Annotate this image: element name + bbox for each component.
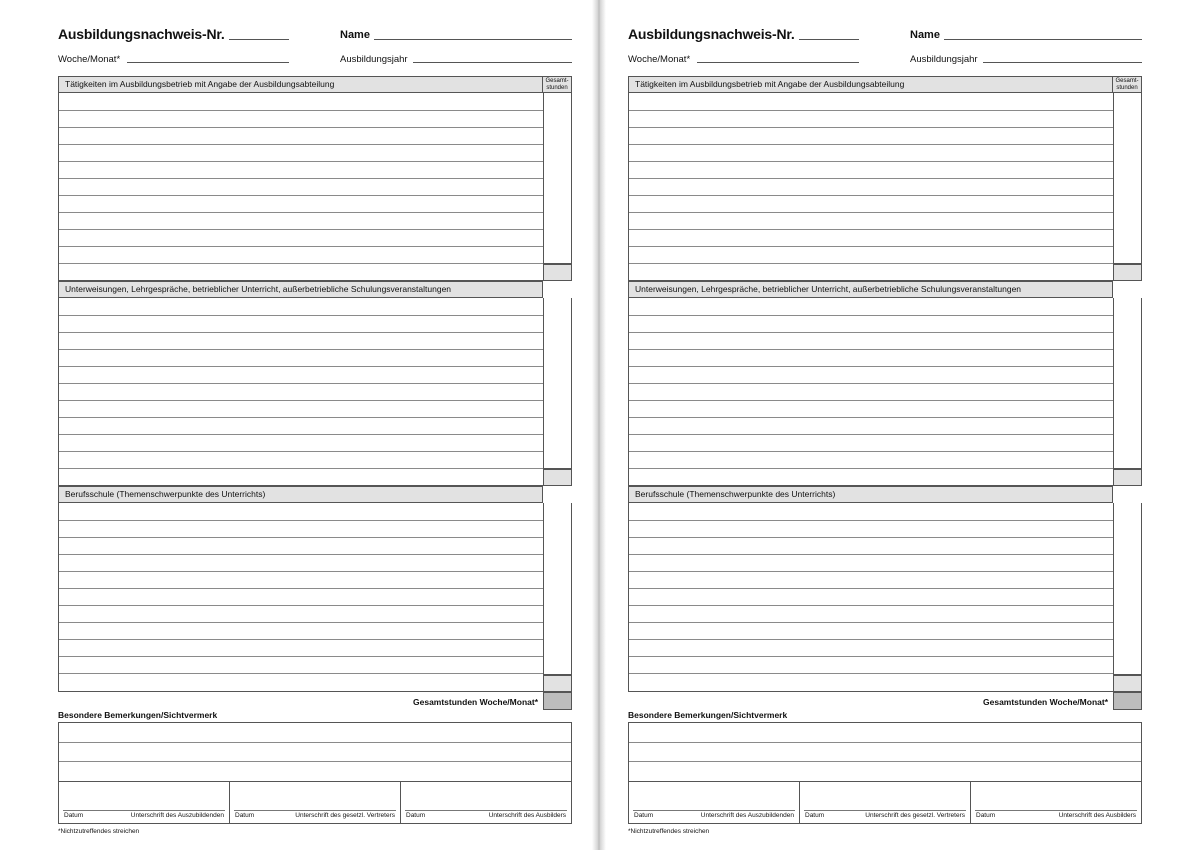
week-month-label: Woche/Monat*: [58, 54, 121, 65]
ruled-line: [59, 417, 543, 418]
ruled-line: [59, 246, 543, 247]
name-label: Name: [910, 29, 940, 41]
ruled-line: [59, 622, 543, 623]
ruled-line: [629, 673, 1113, 674]
name-label: Name: [340, 29, 370, 41]
ruled-line: [59, 263, 543, 264]
ruled-line: [629, 263, 1113, 264]
ruled-line: [629, 212, 1113, 213]
section-hours-sum[interactable]: [1113, 264, 1142, 281]
ruled-line: [59, 451, 543, 452]
ruled-line: [59, 332, 543, 333]
total-hours-column-header: Gesamt-stunden: [1113, 76, 1142, 93]
section-title: Tätigkeiten im Ausbildungsbetrieb mit Angabe der Ausbildungsabteilung: [58, 76, 543, 93]
ruled-line: [629, 229, 1113, 230]
hours-column[interactable]: [543, 503, 572, 675]
ruled-line: [629, 468, 1113, 469]
ruled-line: [629, 246, 1113, 247]
ruled-line: [59, 212, 543, 213]
right-page: [628, 0, 1142, 850]
ruled-line: [629, 400, 1113, 401]
section-hours-sum[interactable]: [1113, 675, 1142, 692]
ruled-line: [59, 673, 543, 674]
week-month-label: Woche/Monat*: [628, 54, 691, 65]
ruled-line: [629, 315, 1113, 316]
signature-legal-guardian[interactable]: [230, 782, 401, 823]
ruled-line: [629, 332, 1113, 333]
training-year-label: Ausbildungsjahr: [910, 54, 978, 65]
entry-lines[interactable]: [58, 503, 543, 692]
form-title: Ausbildungsnachweis-Nr.: [628, 26, 795, 42]
date-label: Datum: [634, 812, 654, 819]
total-hours-field[interactable]: [1113, 692, 1142, 710]
ruled-line: [629, 434, 1113, 435]
report-number-field[interactable]: [799, 39, 859, 40]
section-title: Berufsschule (Themenschwerpunkte des Unterrichts): [628, 486, 1113, 503]
date-label: Datum: [805, 812, 825, 819]
remarks-field[interactable]: [628, 722, 1142, 782]
signature-trainee[interactable]: [59, 782, 230, 823]
ruled-line: [629, 161, 1113, 162]
ruled-line: [629, 656, 1113, 657]
ruled-line: [59, 537, 543, 538]
signature-label: Unterschrift des Auszubildenden: [130, 812, 224, 819]
ruled-line: [59, 127, 543, 128]
training-year-label: Ausbildungsjahr: [340, 54, 408, 65]
signature-instructor[interactable]: [971, 782, 1141, 823]
ruled-line: [59, 554, 543, 555]
remarks-title: Besondere Bemerkungen/Sichtvermerk: [58, 710, 218, 720]
ruled-line: [59, 178, 543, 179]
ruled-line: [59, 639, 543, 640]
book-gutter: [592, 0, 606, 850]
ruled-line: [59, 588, 543, 589]
signature-row: [628, 782, 1142, 824]
ruled-line: [629, 451, 1113, 452]
ruled-line: [59, 110, 543, 111]
hours-column[interactable]: [1113, 93, 1142, 264]
ruled-line: [629, 144, 1113, 145]
section-hours-sum[interactable]: [543, 264, 572, 281]
signature-label: Unterschrift des Ausbilders: [488, 812, 566, 819]
form-title: Ausbildungsnachweis-Nr.: [58, 26, 225, 42]
ruled-line: [629, 195, 1113, 196]
week-month-field[interactable]: [127, 62, 289, 63]
total-hours-column-header: Gesamt-stunden: [543, 76, 572, 93]
ruled-line: [59, 434, 543, 435]
section-hours-sum[interactable]: [543, 469, 572, 486]
footnote: *Nichtzutreffendes streichen: [628, 828, 710, 835]
section-hours-sum[interactable]: [543, 675, 572, 692]
training-year-field[interactable]: [983, 62, 1142, 63]
signature-label: Unterschrift des Ausbilders: [1058, 812, 1136, 819]
entry-lines[interactable]: [628, 93, 1113, 281]
date-label: Datum: [976, 812, 996, 819]
section-hours-sum[interactable]: [1113, 469, 1142, 486]
signature-label: Unterschrift des Auszubildenden: [700, 812, 794, 819]
week-month-field[interactable]: [697, 62, 859, 63]
report-number-field[interactable]: [229, 39, 289, 40]
ruled-line: [629, 761, 1141, 762]
ruled-line: [629, 554, 1113, 555]
training-year-field[interactable]: [413, 62, 572, 63]
ruled-line: [59, 315, 543, 316]
ruled-line: [59, 400, 543, 401]
ruled-line: [59, 520, 543, 521]
ruled-line: [629, 127, 1113, 128]
section-title: Unterweisungen, Lehrgespräche, betrieblicher Unterricht, außerbetriebliche Schulungsveranstaltungen: [628, 281, 1113, 298]
signature-label: Unterschrift des gesetzl. Vertreters: [865, 812, 965, 819]
footnote: *Nichtzutreffendes streichen: [58, 828, 140, 835]
signature-instructor[interactable]: [401, 782, 571, 823]
signature-label: Unterschrift des gesetzl. Vertreters: [295, 812, 395, 819]
date-label: Datum: [64, 812, 84, 819]
entry-lines[interactable]: [628, 298, 1113, 486]
ruled-line: [629, 383, 1113, 384]
signature-legal-guardian[interactable]: [800, 782, 971, 823]
section-title: Unterweisungen, Lehrgespräche, betrieblicher Unterricht, außerbetriebliche Schulungsveranstaltungen: [58, 281, 543, 298]
entry-lines[interactable]: [58, 298, 543, 486]
ruled-line: [59, 656, 543, 657]
hours-column[interactable]: [543, 93, 572, 264]
date-label: Datum: [235, 812, 255, 819]
ruled-line: [59, 571, 543, 572]
hours-column[interactable]: [543, 298, 572, 469]
ruled-line: [59, 761, 571, 762]
section-title: Tätigkeiten im Ausbildungsbetrieb mit Angabe der Ausbildungsabteilung: [628, 76, 1113, 93]
hours-column[interactable]: [1113, 298, 1142, 469]
hours-column[interactable]: [1113, 503, 1142, 675]
ruled-line: [629, 605, 1113, 606]
date-label: Datum: [406, 812, 426, 819]
ruled-line: [59, 605, 543, 606]
section-title: Berufsschule (Themenschwerpunkte des Unterrichts): [58, 486, 543, 503]
ruled-line: [59, 742, 571, 743]
total-hours-label: Gesamtstunden Woche/Monat*: [413, 697, 538, 707]
ruled-line: [629, 622, 1113, 623]
ruled-line: [629, 571, 1113, 572]
ruled-line: [629, 742, 1141, 743]
ruled-line: [629, 366, 1113, 367]
ruled-line: [59, 349, 543, 350]
ruled-line: [629, 110, 1113, 111]
ruled-line: [629, 588, 1113, 589]
remarks-title: Besondere Bemerkungen/Sichtvermerk: [628, 710, 788, 720]
name-field[interactable]: [944, 39, 1142, 40]
ruled-line: [629, 178, 1113, 179]
ruled-line: [59, 229, 543, 230]
ruled-line: [59, 195, 543, 196]
remarks-field[interactable]: [58, 722, 572, 782]
entry-lines[interactable]: [58, 93, 543, 281]
left-page: [58, 0, 572, 850]
ruled-line: [629, 537, 1113, 538]
signature-trainee[interactable]: [629, 782, 800, 823]
ruled-line: [629, 349, 1113, 350]
ruled-line: [59, 366, 543, 367]
ruled-line: [59, 144, 543, 145]
total-hours-field[interactable]: [543, 692, 572, 710]
ruled-line: [629, 417, 1113, 418]
ruled-line: [629, 520, 1113, 521]
ruled-line: [629, 639, 1113, 640]
ruled-line: [59, 383, 543, 384]
entry-lines[interactable]: [628, 503, 1113, 692]
signature-row: [58, 782, 572, 824]
name-field[interactable]: [374, 39, 572, 40]
ruled-line: [59, 468, 543, 469]
ruled-line: [59, 161, 543, 162]
total-hours-label: Gesamtstunden Woche/Monat*: [983, 697, 1108, 707]
